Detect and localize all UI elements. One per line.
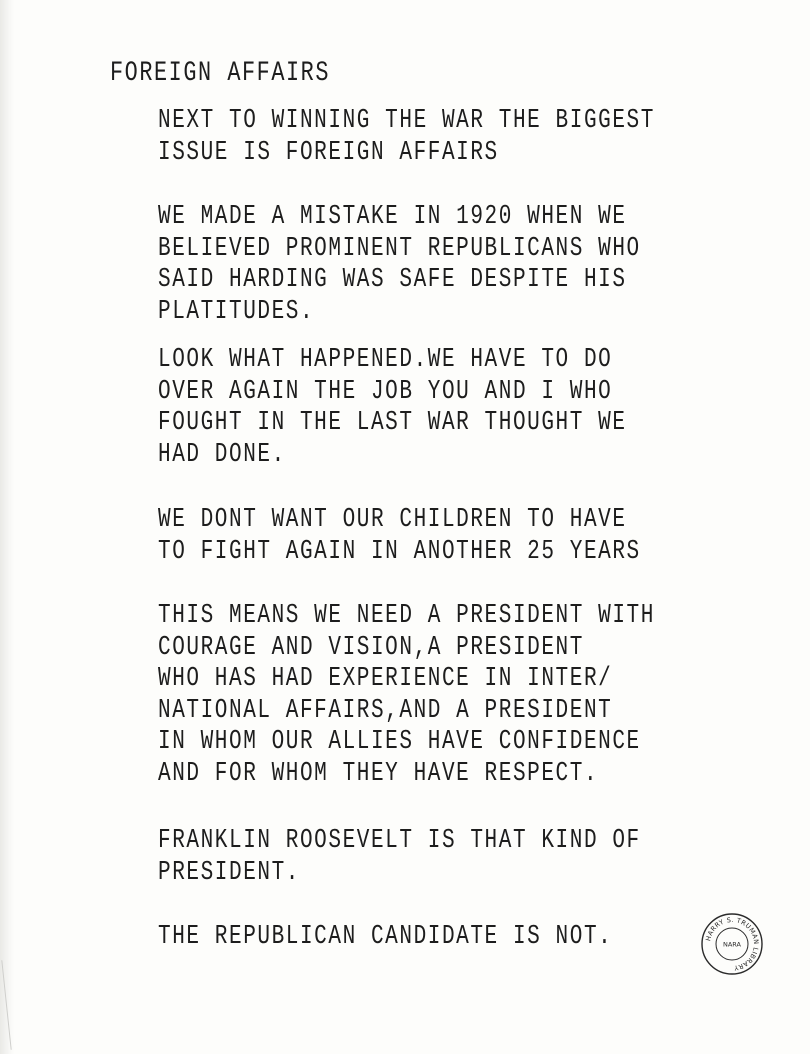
text-line: HAD DONE. [158, 439, 286, 470]
text-line: PRESIDENT. [158, 857, 300, 888]
page-edge-shadow [0, 0, 14, 1054]
text-line: THIS MEANS WE NEED A PRESIDENT WITH [158, 601, 655, 631]
text-line: THE REPUBLICAN CANDIDATE IS NOT. [158, 922, 613, 952]
text-line: SAID HARDING WAS SAFE DESPITE HIS [158, 265, 627, 295]
stamp-outer-text: HARRY S. TRUMAN LIBRARY [704, 915, 761, 972]
text-line: TO FIGHT AGAIN IN ANOTHER 25 YEARS [158, 536, 641, 567]
text-line: WHO HAS HAD EXPERIENCE IN INTER/ [158, 664, 613, 694]
text-line: ISSUE IS FOREIGN AFFAIRS [158, 137, 499, 168]
text-line: FRANKLIN ROOSEVELT IS THAT KIND OF [158, 826, 641, 856]
paragraph-need-a-president [158, 601, 798, 790]
text-line: OVER AGAIN THE JOB YOU AND I WHO [158, 376, 613, 407]
paragraph-mistake-1920 [158, 202, 798, 328]
text-line: NATIONAL AFFAIRS,AND A PRESIDENT [158, 695, 613, 726]
text-line: COURAGE AND VISION,A PRESIDENT [158, 632, 584, 663]
text-line: BELIEVED PROMINENT REPUBLICANS WHO [158, 233, 641, 264]
text-line: IN WHOM OUR ALLIES HAVE CONFIDENCE [158, 727, 641, 757]
text-line: WE DONT WANT OUR CHILDREN TO HAVE [158, 505, 627, 535]
text-line: WE MADE A MISTAKE IN 1920 WHEN WE [158, 202, 627, 232]
document-heading: FOREIGN AFFAIRS [110, 58, 330, 89]
truman-library-stamp [700, 912, 764, 976]
paragraph-our-children [158, 505, 798, 568]
paragraph-roosevelt [158, 826, 798, 889]
text-line: FOUGHT IN THE LAST WAR THOUGHT WE [158, 408, 627, 438]
text-line: LOOK WHAT HAPPENED.WE HAVE TO DO [158, 345, 613, 375]
text-line: PLATITUDES. [158, 296, 315, 327]
stamp-inner-text: NARA [722, 940, 742, 949]
text-line: NEXT TO WINNING THE WAR THE BIGGEST [158, 106, 655, 136]
text-line: AND FOR WHOM THEY HAVE RESPECT. [158, 758, 599, 789]
paragraph-look-what-happened [158, 345, 798, 471]
paragraph-biggest-issue [158, 106, 798, 169]
